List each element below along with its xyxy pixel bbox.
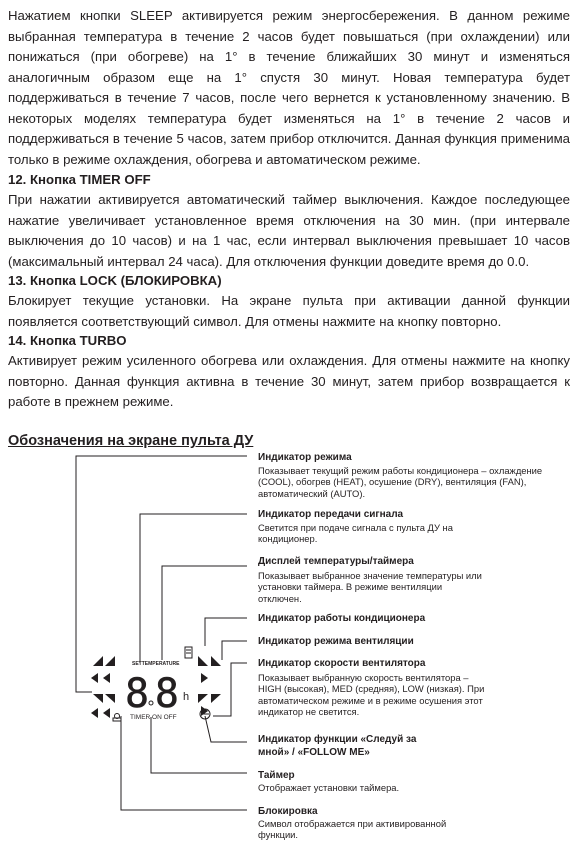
temp-display-desc: Показывает выбранное значение температуры или установки таймера. В режиме вентиляции отключен. [258,570,482,604]
timer-title: Таймер [258,770,295,781]
fan-speed-arrow-1 [198,656,208,666]
lock-indicator-title: Блокировка [258,806,318,817]
mode-indicator-arrow-5b [93,694,103,703]
leader-fan-mode-indicator [222,641,247,660]
lock-heading: 13. Кнопка LOCK (БЛОКИРОВКА) [8,273,222,288]
turbo-paragraph: Активирует режим усиленного обогрева или охлаждения. Для отмены нажмите на кнопку повторно. Данная функция активна в течение 30 минут, затем прибор возвращается к работе в прежнем режиме. [8,353,570,409]
fan-speed-indicator-title: Индикатор скорости вентилятора [258,658,426,669]
mode-indicator-arrow-6 [105,694,115,703]
lock-indicator-desc: Символ отображается при активированной функции. [258,818,447,841]
leader-lock [121,716,247,810]
leader-follow-me-indicator [205,716,247,742]
fan-speed-indicator-desc: Показывает выбранную скорость вентилятора – HIGH (высокая), MED (средняя), LOW (низкая). При автоматическом режиме и в режиме осушения этот индикатор не светится. [258,672,485,718]
timer-on-off-label: TIMER ON OFF [130,714,177,721]
mode-indicator-title: Индикатор режима [258,452,352,463]
signal-indicator-desc: Светится при подаче сигнала с пульта ДУ на кондиционер. [258,522,453,545]
timer-off-paragraph: При нажатии активируется автоматический таймер выключения. Каждое последующее нажатие увеличивает установленное время отключения на 30 мин. (при интервале выключения до 10 часов) и на 1 час, если интервал выключения превышает 10 часов (максимальный интервал 24 часа). Для отключения функции доведите время до 0.0. [8,192,570,269]
hour-unit-label: h [183,691,190,703]
mode-indicator-arrow-3 [91,673,98,683]
temp-display-title: Дисплей температуры/таймера [258,556,414,567]
fan-speed-arrow-4 [198,694,208,703]
mode-indicator-arrow-4 [103,673,110,683]
mode-indicator-arrow-1 [93,656,103,666]
lock-paragraph: Блокирует текущие установки. На экране пульта при активации данной функции появляется соответствующий символ. Для отмены нажмите на кнопку повторно. [8,293,570,329]
operation-indicator-title: Индикатор работы кондиционера [258,613,426,624]
leader-timer [151,717,247,773]
fan-mode-indicator-title: Индикатор режима вентиляции [258,636,414,647]
mode-indicator-arrow-2 [105,656,115,666]
mode-indicator-arrow-8 [103,708,110,718]
temperature-digits: 88 [125,671,179,717]
turbo-heading: 14. Кнопка TURBO [8,333,127,348]
signal-indicator-title: Индикатор передачи сигнала [258,509,404,520]
follow-me-indicator-title: Индикатор функции «Следуй за мной» / «FOLLOW ME» [258,734,417,758]
sleep-paragraph: Нажатием кнопки SLEEP активируется режим энергосбережения. В данном режиме выбранная температура в течение 2 часов будет повышаться (при охлаждении) или понижаться (при обогреве) на 1° в течение ближайших 30 минут и изменяться аналогичным образом еще на 1° спустя 30 минут. Новая температура будет поддерживаться в течение 7 часов, после чего вернется к установленному значению. В некоторых моделях температура будет изменяться на 1° в течение 2 часов и поддерживаться в течение 5 часов, затем прибор отключится. Данная функция применима только в режиме охлаждения, обогрева и автоматическом режиме. [8,8,570,167]
fan-speed-arrow-5 [211,694,221,703]
signal-indicator-dot [149,701,153,705]
leader-fan-speed-indicator [213,663,247,716]
remote-display-section-title: Обозначения на экране пульта ДУ [8,433,254,449]
timer-off-heading: 12. Кнопка TIMER OFF [8,172,151,187]
leader-operation-indicator [205,618,247,646]
fan-speed-arrow-2 [211,656,221,666]
timer-desc: Отображает установки таймера. [258,782,400,793]
mode-indicator-desc: Показывает текущий режим работы кондиционера – охлаждение (COOL), обогрев (HEAT), осушение (DRY), вентиляция (FAN), автоматический (AUTO). [258,465,543,499]
fan-speed-arrow-3 [201,673,208,683]
mode-indicator-arrow-7 [91,708,98,718]
set-temperature-label: SETTEMPERATURE [132,661,180,667]
